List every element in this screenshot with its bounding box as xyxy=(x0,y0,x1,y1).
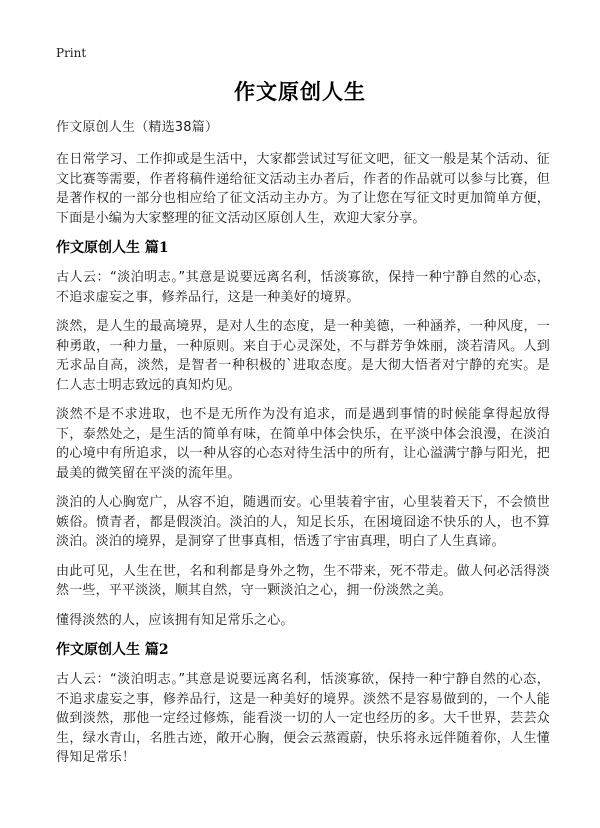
section-1-paragraph-6: 懂得淡然的人，应该拥有知足常乐之心。 xyxy=(56,612,294,628)
document-title: 作文原创人生 xyxy=(234,79,366,104)
section-heading-1: 作文原创人生 篇1 xyxy=(56,240,169,256)
document-body xyxy=(56,118,550,778)
document-subtitle: 作文原创人生（精选38篇） xyxy=(56,120,219,135)
section-1-paragraph-4: 淡泊的人心胸宽广，从容不迫，随遇而安。心里装着宇宙，心里装着天下，不会愤世嫉俗。愤青者，都是假淡泊。淡泊的人，知足长乐，在困境囧途不快乐的人，也不算淡泊。淡泊的境界，是洞穿了世事真相，悟透了宇宙真理，明白了人生真谛。 xyxy=(56,495,550,549)
section-1-paragraph-2: 淡然，是人生的最高境界，是对人生的态度，是一种美德，一种涵养，一种风度，一种勇敢，一种力量，一种原则。来自于心灵深处，不与群芳争姝丽，淡若清风。人到无求品自高，淡然，是智者一种积极的`进取态度。是大彻大悟者对宁静的充实。是仁人志士明志致远的真知灼见。 xyxy=(56,319,550,393)
section-1-paragraph-1: 古人云：“淡泊明志。”其意是说要远离名利，恬淡寡欲，保持一种宁静自然的心态，不追求虚妄之事，修养品行，这是一种美好的境界。 xyxy=(56,270,550,305)
section-2-paragraph-1: 古人云：“淡泊明志。”其意是说要远离名利，恬淡寡欲，保持一种宁静自然的心态，不追求虚妄之事，修养品行，这是一种美好的境界。淡然不是容易做到的，一个人能做到淡然，那他一定经过修炼，能看淡一切的人一定也经历的多。大千世界，芸芸众生，绿水青山，名胜古迹，敞开心胸，便会云蒸霞蔚，快乐将永远伴随着你，人生懂得知足常乐！ xyxy=(56,672,550,765)
section-1-paragraph-3: 淡然不是不求进取，也不是无所作为没有追求，而是遇到事情的时候能拿得起放得下，泰然处之，是生活的简单有味，在简单中体会快乐，在平淡中体会浪漫，在淡泊的心境中有所追求，以一种从容的心态对待生活中的所有，让心溢满宁静与阳光，把最美的微笑留在平淡的流年里。 xyxy=(56,407,550,481)
section-1-paragraph-5: 由此可见，人生在世，名和利都是身外之物，生不带来，死不带走。做人何必活得淡然一些，平平淡淡，顺其自然，守一颗淡泊之心，拥一份淡然之美。 xyxy=(56,563,550,598)
section-heading-2: 作文原创人生 篇2 xyxy=(56,642,169,658)
intro-paragraph: 在日常学习、工作抑或是生活中，大家都尝试过写征文吧，征文一般是某个活动、征文比赛等需要，作者将稿件递给征文活动主办者后，作者的作品就可以参与比赛，但是著作权的一部分也相应给了征文活动主办方。为了让您在写征文时更加简单方便，下面是小编为大家整理的征文活动区原创人生，欢迎大家分享。 xyxy=(56,152,550,226)
print-link[interactable]: Print xyxy=(56,46,87,60)
